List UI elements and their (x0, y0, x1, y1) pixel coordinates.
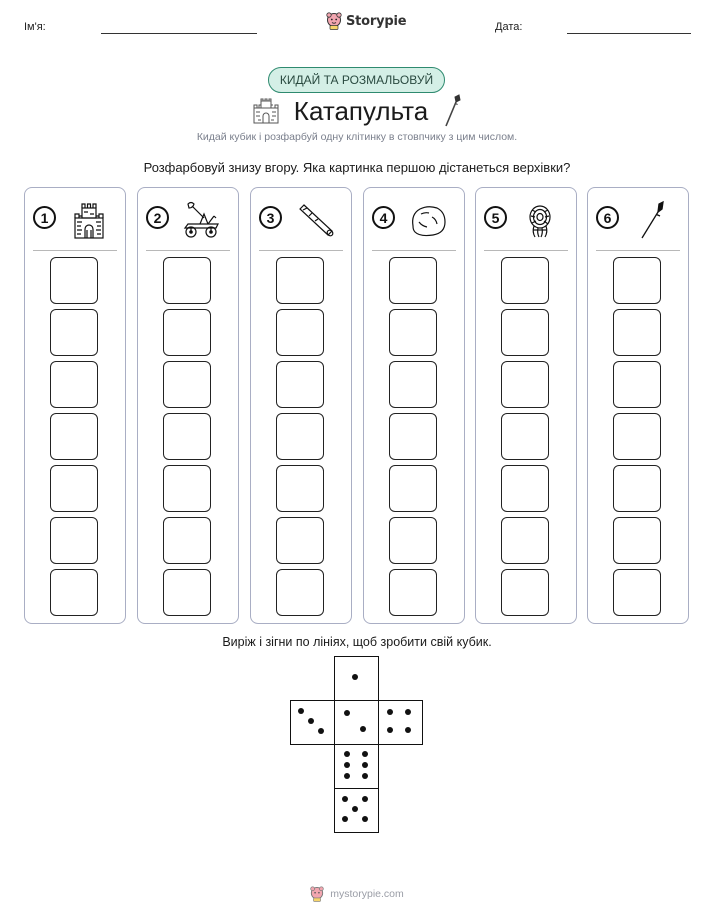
column-header (251, 188, 351, 246)
color-box[interactable] (276, 413, 324, 460)
cut-instruction: Виріж і зігни по лініях, щоб зробити свій кубик. (222, 635, 492, 649)
color-box[interactable] (163, 309, 211, 356)
color-box[interactable] (389, 517, 437, 564)
color-box[interactable] (501, 569, 549, 616)
brand-logo (326, 12, 406, 30)
brand-name: Storypie (346, 13, 407, 29)
column-number: 1 (33, 206, 56, 229)
column-number: 5 (484, 206, 507, 229)
color-box[interactable] (276, 361, 324, 408)
color-box[interactable] (276, 257, 324, 304)
color-box[interactable] (613, 361, 661, 408)
cube-face-4 (378, 700, 423, 745)
color-box[interactable] (50, 361, 98, 408)
color-box[interactable] (613, 517, 661, 564)
column-3 (250, 187, 352, 624)
date-label: Дата: (495, 21, 523, 33)
color-box[interactable] (276, 569, 324, 616)
color-box[interactable] (50, 569, 98, 616)
color-box[interactable] (50, 465, 98, 512)
color-box[interactable] (276, 517, 324, 564)
color-box[interactable] (163, 517, 211, 564)
color-box[interactable] (501, 257, 549, 304)
color-box[interactable] (613, 569, 661, 616)
column-header (588, 188, 688, 246)
spear-icon (632, 200, 672, 240)
column-5 (475, 187, 577, 624)
column-divider (33, 250, 117, 251)
color-box[interactable] (501, 309, 549, 356)
color-box[interactable] (613, 465, 661, 512)
color-box[interactable] (613, 257, 661, 304)
color-box[interactable] (50, 257, 98, 304)
column-number: 6 (596, 206, 619, 229)
color-box[interactable] (501, 413, 549, 460)
cube-face-5 (334, 788, 379, 833)
color-box[interactable] (613, 413, 661, 460)
color-box[interactable] (389, 361, 437, 408)
cube-face-3 (290, 700, 335, 745)
column-6 (587, 187, 689, 624)
color-box[interactable] (276, 309, 324, 356)
storypie-mascot-icon (310, 886, 324, 902)
color-box[interactable] (276, 465, 324, 512)
column-divider (372, 250, 456, 251)
catapult-icon (182, 200, 222, 240)
column-header (138, 188, 238, 246)
color-box[interactable] (163, 569, 211, 616)
color-box[interactable] (163, 361, 211, 408)
color-box[interactable] (163, 465, 211, 512)
column-divider (259, 250, 343, 251)
color-box[interactable] (163, 257, 211, 304)
title-row (0, 94, 714, 128)
color-box[interactable] (389, 413, 437, 460)
name-label: Ім'я: (24, 21, 46, 33)
footer (0, 886, 714, 902)
column-divider (596, 250, 680, 251)
color-box[interactable] (389, 569, 437, 616)
column-header (476, 188, 576, 246)
date-line[interactable] (567, 33, 691, 34)
spear-icon (442, 94, 462, 128)
castle-icon (252, 98, 280, 124)
color-box[interactable] (501, 361, 549, 408)
cube-face-1 (334, 656, 379, 701)
color-box[interactable] (50, 309, 98, 356)
color-box[interactable] (501, 517, 549, 564)
activity-badge: КИДАЙ ТА РОЗМАЛЬОВУЙ (268, 67, 445, 93)
color-box[interactable] (389, 309, 437, 356)
column-number: 2 (146, 206, 169, 229)
column-divider (484, 250, 568, 251)
color-box[interactable] (163, 413, 211, 460)
cube-face-6 (334, 744, 379, 789)
castle-icon (69, 200, 109, 240)
color-box[interactable] (389, 257, 437, 304)
name-line[interactable] (101, 33, 257, 34)
stone-icon (408, 200, 448, 240)
column-number: 3 (259, 206, 282, 229)
storypie-mascot-icon (326, 12, 342, 30)
cube-face-2 (334, 700, 379, 745)
footer-link[interactable]: mystorypie.com (330, 888, 404, 900)
column-1 (24, 187, 126, 624)
color-box[interactable] (501, 465, 549, 512)
column-2 (137, 187, 239, 624)
rope-coil-icon (520, 200, 560, 240)
wooden-beam-icon (295, 200, 335, 240)
instruction-text: Розфарбовуй знизу вгору. Яка картинка першою дістанеться верхівки? (143, 160, 571, 175)
subtitle: Кидай кубик і розфарбуй одну клітинку в стовпчику з цим числом. (196, 131, 518, 143)
color-box[interactable] (389, 465, 437, 512)
column-header (25, 188, 125, 246)
column-4 (363, 187, 465, 624)
color-box[interactable] (50, 413, 98, 460)
column-divider (146, 250, 230, 251)
color-box[interactable] (50, 517, 98, 564)
column-header (364, 188, 464, 246)
column-number: 4 (372, 206, 395, 229)
page-title: Катапульта (293, 95, 429, 126)
color-box[interactable] (613, 309, 661, 356)
